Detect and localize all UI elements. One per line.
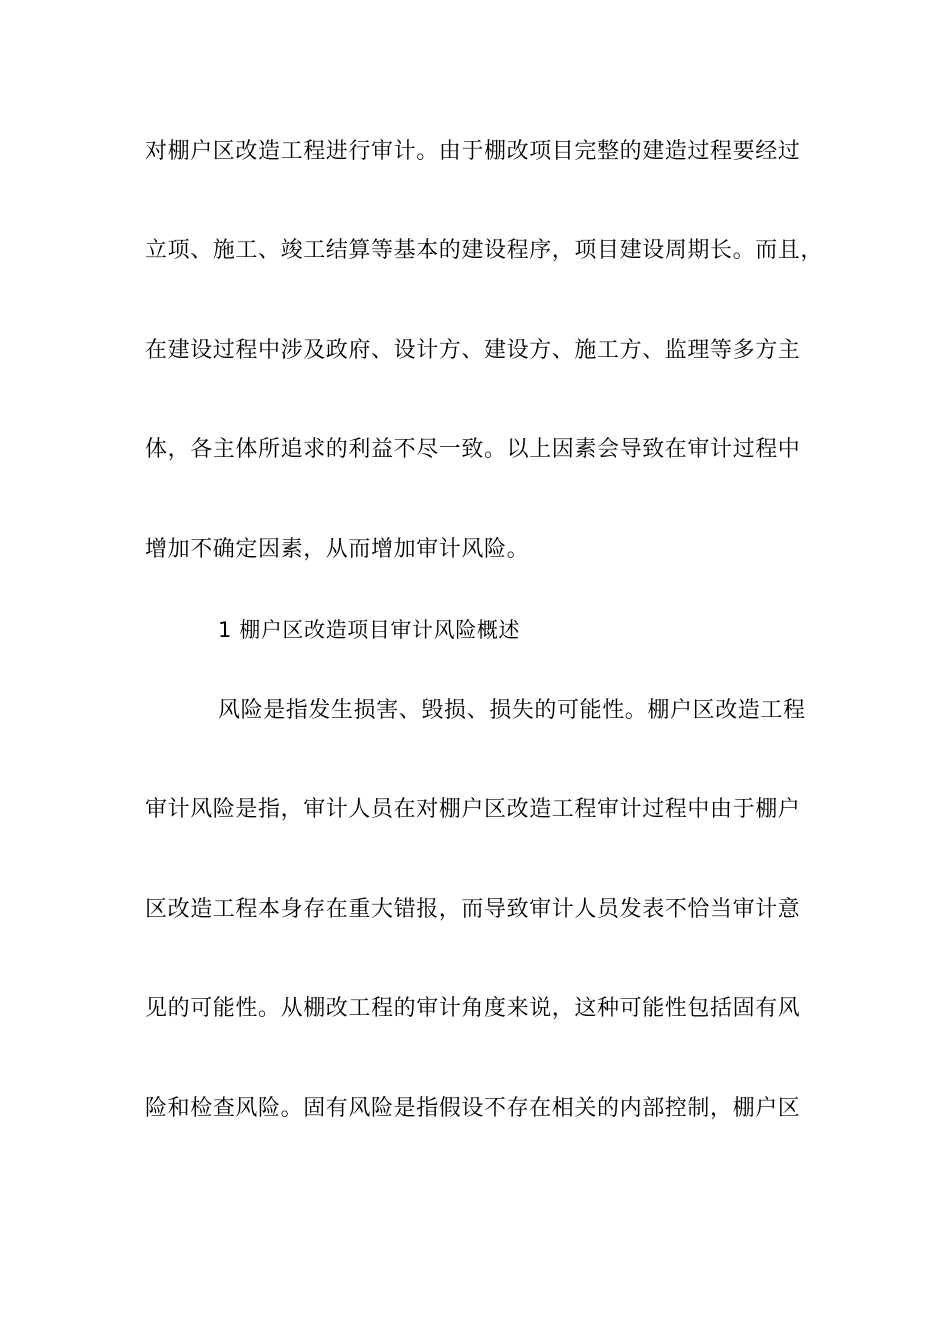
- paragraph-1-line-2: 立项、施工、竣工结算等基本的建设程序，项目建设周期长。而且，: [145, 238, 824, 263]
- paragraph-2-line-2: 审计风险是指，审计人员在对棚户区改造工程审计过程中由于棚户: [145, 797, 801, 822]
- paragraph-2-line-4: 见的可能性。从棚改工程的审计角度来说，这种可能性包括固有风: [145, 996, 801, 1021]
- section-heading: 1 棚户区改造项目审计风险概述: [218, 618, 521, 642]
- paragraph-2-line-1: 风险是指发生损害、毁损、损失的可能性。棚户区改造工程: [218, 698, 806, 723]
- paragraph-1-line-1: 对棚户区改造工程进行审计。由于棚改项目完整的建造过程要经过: [145, 139, 801, 164]
- paragraph-2-line-5: 险和检查风险。固有风险是指假设不存在相关的内部控制，棚户区: [145, 1096, 801, 1121]
- paragraph-2-line-3: 区改造工程本身存在重大错报，而导致审计人员发表不恰当审计意: [145, 897, 801, 922]
- paragraph-1-line-3: 在建设过程中涉及政府、设计方、建设方、施工方、监理等多方主: [145, 338, 801, 363]
- paragraph-1-line-5: 增加不确定因素，从而增加审计风险。: [145, 537, 530, 562]
- paragraph-1-line-4: 体，各主体所追求的利益不尽一致。以上因素会导致在审计过程中: [145, 437, 801, 462]
